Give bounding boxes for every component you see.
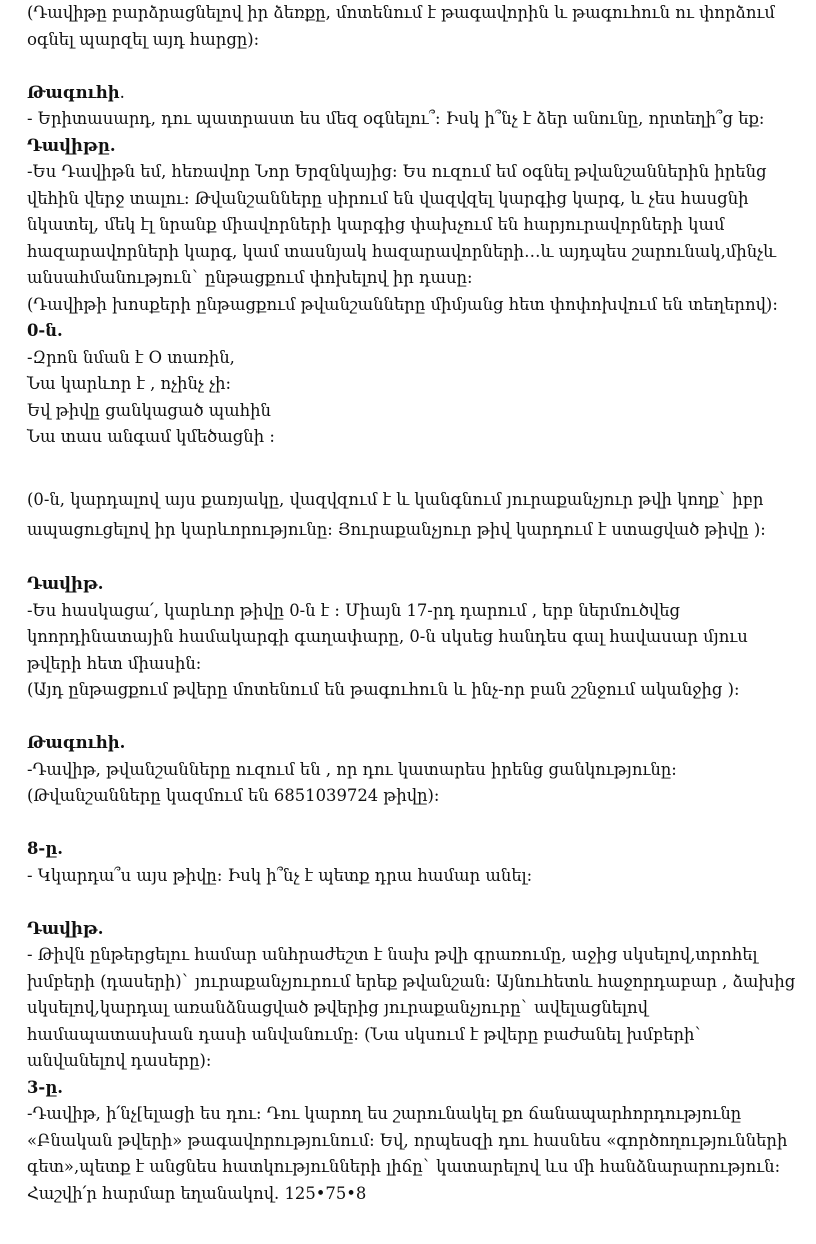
dialogue-block-david-2	[27, 571, 797, 704]
dialogue-block-three	[27, 1075, 797, 1208]
text-line: -Ես հասկացա՛, կարևոր թիվը 0-ն է : Միայն 17-րդ դարում , երբ ներմուծվեց	[27, 600, 681, 620]
text-line: գետ»,պետք է անցնես հատկությունների լիճը` կատարելով ևս մի հանձնարարություն:	[27, 1157, 781, 1176]
document-page	[27, 0, 797, 1207]
speaker-name: Թագուհի.	[27, 733, 126, 752]
dialogue-block-david-3	[27, 916, 797, 1075]
text-line: -Դավիթ, ի՛նչ[ելացի ես դու: Դու կարող ես շարունակել քո ճանապարհորդությունը	[27, 1104, 742, 1123]
text-line: ապացուցելով իր կարևորությունը: Յուրաքանչյուր թիվ կարդում է ստացված թիվը ):	[27, 519, 766, 539]
text-line: -Դավիթ, թվանշանները ուզում են , որ դու կատարես իրենց ցանկությունը:	[27, 759, 677, 779]
text-line: -Ես Դավիթն եմ, հեռավոր Նոր Երզնկայից: Ես ուզում եմ օգնել թվանշաններին իրենց	[27, 162, 767, 181]
poem-line: Նա կարևոր է , ոչինչ չի:	[27, 374, 232, 393]
dialogue-block-queen-2	[27, 730, 797, 810]
dialogue-block-david-1	[27, 133, 797, 319]
text-line: - Երիտասարդ, դու պատրաստ ես մեզ օգնելու՞: Իսկ ի՞նչ է ձեր անունը, որտեղի՞ց եք:	[27, 109, 765, 128]
text-line: համապատասխան դասի անվանումը: (Նա սկսում է թվերը բաժանել խմբերի`	[27, 1024, 703, 1044]
stage-direction-zero	[27, 485, 797, 545]
text-line: կոորդինատային համակարգի գաղափարը, 0-ն սկսեց հանդես գալ հավասար մյուս	[27, 627, 748, 646]
text-line: նկատել, մեկ էլ նրանք միավորների կարգից փախչում են հարյուրավորների կամ	[27, 215, 725, 234]
poem-line: Եվ թիվը ցանկացած պահին	[27, 400, 271, 420]
speaker-name: Դավիթ.	[27, 918, 104, 938]
text-line: վեհին վերջ տալու: Թվանշանները սիրում են վազվզել կարգից կարգ, և չես հասցնի	[27, 188, 749, 208]
poem-line: Նա տաս անգամ կմեծացնի :	[27, 427, 275, 446]
speaker-name: Թագուհի	[27, 82, 120, 102]
text-line: (Այդ ընթացքում թվերը մոտենում են թագուհուն և ինչ-որ բան շշնջում ականջից ):	[27, 680, 740, 699]
speaker-name: 0-ն.	[27, 321, 63, 340]
text-line: հազարավորների կարգ, կամ տասնյակ հազարավորների…և այդպես շարունակ,մինչև	[27, 241, 777, 261]
text-line: (0-ն, կարդալով այս քառյակը, վազվզում է և կանգնում յուրաքանչյուր թվի կողք` իբր	[27, 489, 764, 509]
text-line: թվերի հետ միասին:	[27, 653, 202, 673]
intro-stage-direction	[27, 0, 797, 53]
text-line: (Դավիթի խոսքերի ընթացքում թվանշանները միմյանց հետ փոփոխվում են տեղերով):	[27, 294, 778, 314]
speaker-name: 8-ը.	[27, 839, 63, 858]
speaker-name: 3-ը.	[27, 1077, 63, 1097]
poem-line: -Զրոն նման է O տառին,	[27, 347, 235, 367]
dialogue-block-zero	[27, 318, 797, 451]
dialogue-block-eight	[27, 836, 797, 889]
text-line: սկսելով,կարդալ առանձնացված թվերից յուրաքանչյուրը` ավելացնելով	[27, 998, 648, 1017]
text-line: - Կկարդա՞ս այս թիվը: Իսկ ի՞նչ է պետք դրա համար անել:	[27, 865, 533, 885]
text-line: «Բնական թվերի» թագավորությունում: Եվ, որպեսզի դու հասնես «գործողությունների	[27, 1130, 788, 1150]
text-line: օգնել պարզել այդ հարցը):	[27, 29, 260, 49]
dialogue-block-queen-1: Թագուհի. - Երիտասարդ, դու պատրաստ ես մեզ օգնելու՞: Իսկ ի՞նչ է ձեր անունը, որտեղի՞ց եք:	[27, 80, 797, 133]
text-line: (Դավիթը բարձրացնելով իր ձեռքը, մոտենում է թագավորին և թագուհուն ու փորձում	[27, 3, 775, 22]
text-line: անվանելով դասերը):	[27, 1051, 212, 1070]
text-line: խմբերի (դասերի)` յուրաքանչյուրում երեք թվանշան: Այնուհետև հաջորդաբար , ձախից	[27, 971, 796, 991]
text-line: (Թվանշանները կազմում են 6851039724 թիվը):	[27, 786, 440, 805]
speaker-name: Դավիթ.	[27, 574, 104, 593]
speaker-name: Դավիթը.	[27, 135, 116, 155]
text-line: Հաշվի՛ր հարմար եղանակով. 125•75•8	[27, 1183, 367, 1203]
text-line: անսահմանություն` ընթացքում փոխելով իր դասը:	[27, 268, 473, 287]
text-line: - Թիվն ընթերցելու համար անհրաժեշտ է նախ թվի գրառումը, աջից սկսելով,տրոհել	[27, 945, 758, 964]
